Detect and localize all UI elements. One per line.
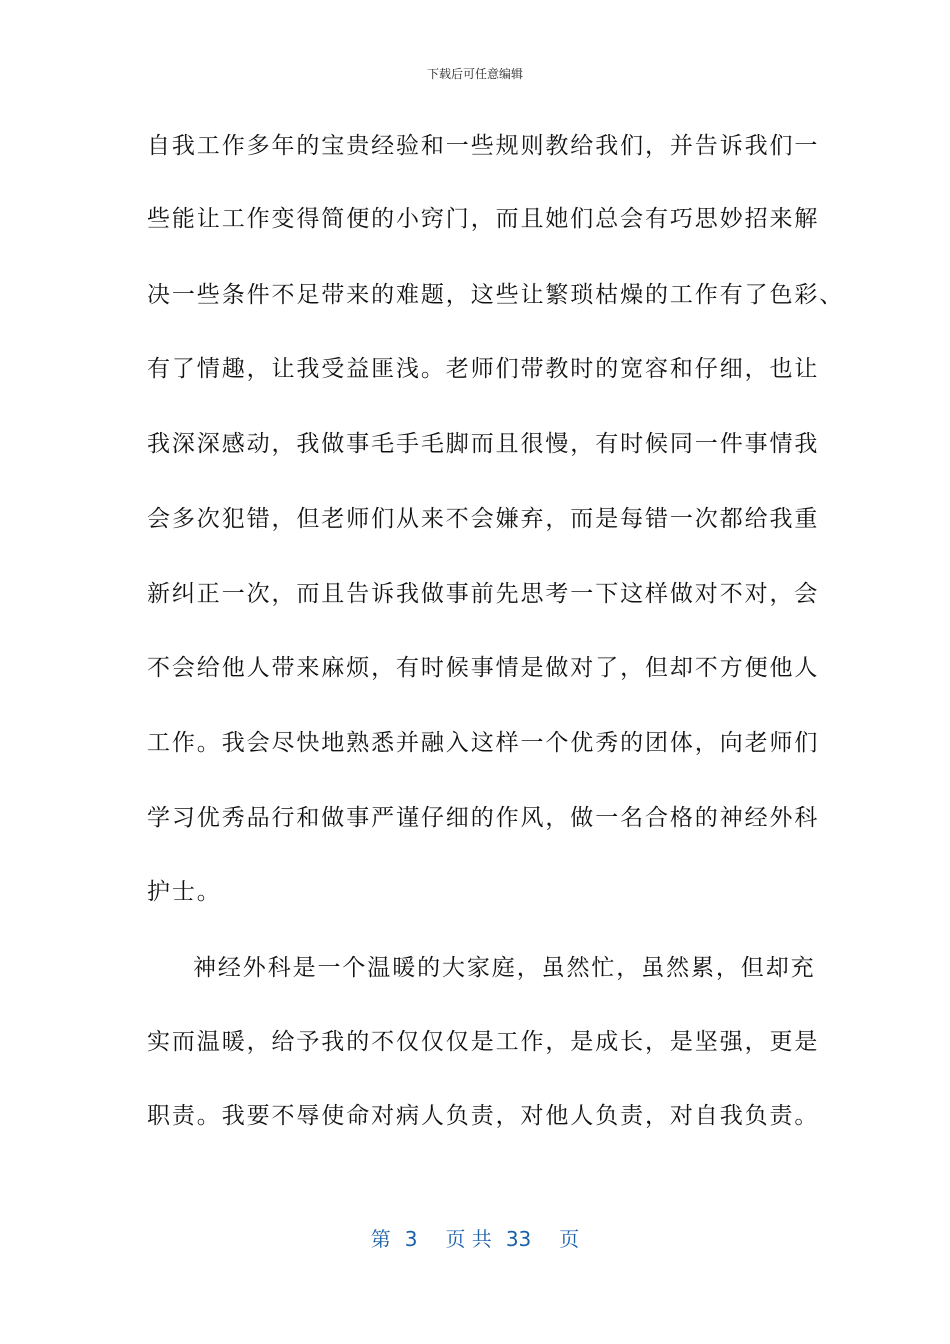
paragraph-first-line: 神经外科是一个温暖的大家庭，虽然忙，虽然累，但却充 <box>193 955 816 981</box>
text-line: 工作。我会尽快地熟悉并融入这样一个优秀的团体，向老师们 <box>147 730 820 756</box>
text-line: 自我工作多年的宝贵经验和一些规则教给我们，并告诉我们一 <box>147 133 820 159</box>
text-line: 学习优秀品行和做事严谨仔细的作风，做一名合格的神经外科 <box>147 805 820 831</box>
text-line: 不会给他人带来麻烦，有时候事情是做对了，但却不方便他人 <box>147 655 820 681</box>
text-line: 护士。 <box>147 879 222 905</box>
current-page-number: 3 <box>404 1227 418 1251</box>
text-line: 会多次犯错，但老师们从来不会嫌弃，而是每错一次都给我重 <box>147 506 820 532</box>
text-line: 我深深感动，我做事毛手毛脚而且很慢，有时候同一件事情我 <box>147 431 820 457</box>
text-line: 些能让工作变得简便的小窍门，而且她们总会有巧思妙招来解 <box>147 206 820 232</box>
footer-prefix: 第 <box>370 1227 391 1251</box>
text-line: 职责。我要不辱使命对病人负责，对他人负责，对自我负责。 <box>147 1103 820 1129</box>
footer-middle: 页 共 <box>445 1227 492 1251</box>
text-line: 新纠正一次，而且告诉我做事前先思考一下这样做对不对，会 <box>147 581 820 607</box>
total-pages-number: 33 <box>505 1227 532 1251</box>
page-header-note: 下载后可任意编辑 <box>426 67 523 81</box>
page-number-footer <box>0 1226 950 1252</box>
text-line: 有了情趣，让我受益匪浅。老师们带教时的宽容和仔细，也让 <box>147 356 820 382</box>
text-line: 决一些条件不足带来的难题，这些让繁琐枯燥的工作有了色彩、 <box>147 282 845 308</box>
footer-suffix: 页 <box>559 1227 580 1251</box>
text-line: 实而温暖，给予我的不仅仅仅是工作，是成长，是坚强，更是 <box>147 1029 820 1055</box>
